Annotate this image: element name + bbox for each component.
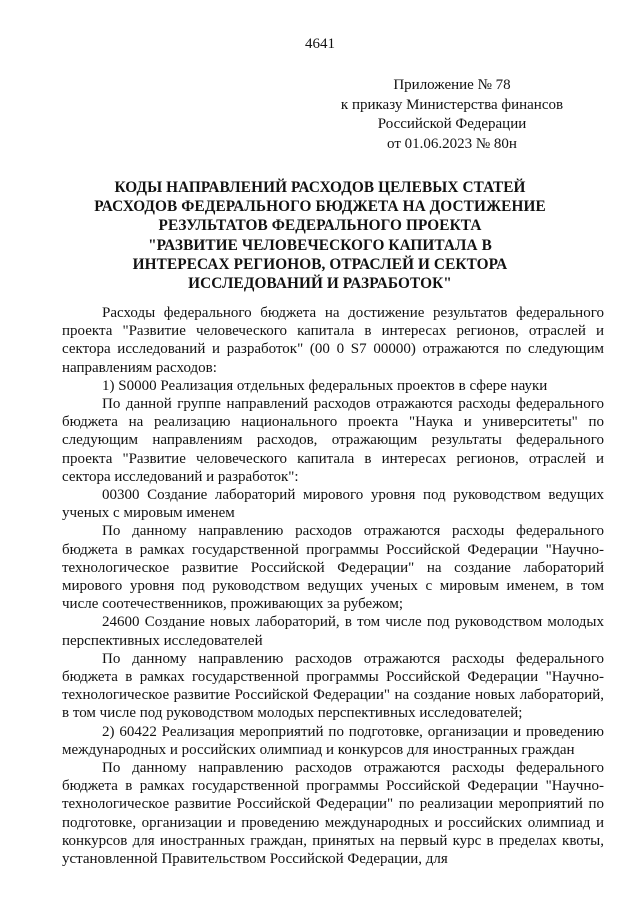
body-paragraph: 24600 Создание новых лабораторий, в том числе под руководством молодых перспективных исследователей	[62, 614, 604, 649]
title-line-5: ИНТЕРЕСАХ РЕГИОНОВ, ОТРАСЛЕЙ И СЕКТОРА	[132, 255, 508, 273]
appendix-line-4: от 01.06.2023 № 80н	[387, 135, 517, 152]
title-line-1: КОДЫ НАПРАВЛЕНИЙ РАСХОДОВ ЦЕЛЕВЫХ СТАТЕЙ	[114, 179, 526, 196]
body-paragraph: По данной группе направлений расходов отражаются расходы федерального бюджета на реализацию национального проекта "Наука и университеты" по следующим направлениям расходов, отражающим результаты федерального проекта "Развитие человеческого капитала в интересах регионов, отраслей и сектора исследований и разработок":	[62, 396, 604, 485]
body-paragraph: 1) S0000 Реализация отдельных федеральных проектов в сфере науки	[102, 377, 548, 394]
body-paragraph: По данному направлению расходов отражаются расходы федерального бюджета в рамках государственной программы Российской Федерации "Научно-технологическое развитие Российской Федерации" на создание лабораторий мирового уровня под руководством ведущих ученых с мировым именем, в том числе соотечественников, проживающих за рубежом;	[62, 523, 604, 613]
body-paragraph: 2) 60422 Реализация мероприятий по подготовке, организации и проведению международных и российских олимпиад и конкурсов для иностранных граждан	[62, 723, 604, 758]
body-paragraph: 00300 Создание лабораторий мирового уровня под руководством ведущих ученых с мировым именем	[62, 487, 604, 522]
title-line-6: ИССЛЕДОВАНИЙ И РАЗРАБОТОК"	[188, 275, 452, 293]
document-title	[70, 178, 570, 293]
appendix-block	[322, 76, 582, 154]
title-line-4: "РАЗВИТИЕ ЧЕЛОВЕЧЕСКОГО КАПИТАЛА В	[148, 236, 492, 254]
body-paragraph: По данному направлению расходов отражаются расходы федерального бюджета в рамках государственной программы Российской Федерации "Научно-технологическое развитие Российской Федерации" на создание новых лабораторий, в том числе под руководством молодых перспективных исследователей;	[62, 650, 604, 722]
title-line-3: РЕЗУЛЬТАТОВ ФЕДЕРАЛЬНОГО ПРОЕКТА	[158, 217, 482, 235]
body-paragraph: Расходы федерального бюджета на достижение результатов федерального проекта "Развитие человеческого капитала в интересах регионов, отраслей и сектора исследований и разработок" (00 0 S7 00000) отражаются по следующим направлениям расходов:	[62, 305, 604, 376]
body-paragraph: По данному направлению расходов отражаются расходы федерального бюджета в рамках государственной программы Российской Федерации "Научно-технологическое развитие Российской Федерации" по реализации мероприятий по подготовке, организации и проведению международных и российских олимпиад и конкурсов для иностранных граждан, принятых на первый курс в пределах квоты, установленной Правительством Российской Федерации, для	[62, 760, 604, 868]
page-number: 4641	[305, 36, 335, 52]
appendix-line-1: Приложение № 78	[393, 77, 511, 93]
appendix-line-2: к приказу Министерства финансов	[340, 96, 564, 113]
title-line-2: РАСХОДОВ ФЕДЕРАЛЬНОГО БЮДЖЕТА НА ДОСТИЖЕНИЕ	[94, 198, 546, 216]
document-body	[62, 304, 604, 868]
appendix-line-3: Российской Федерации	[377, 116, 527, 132]
